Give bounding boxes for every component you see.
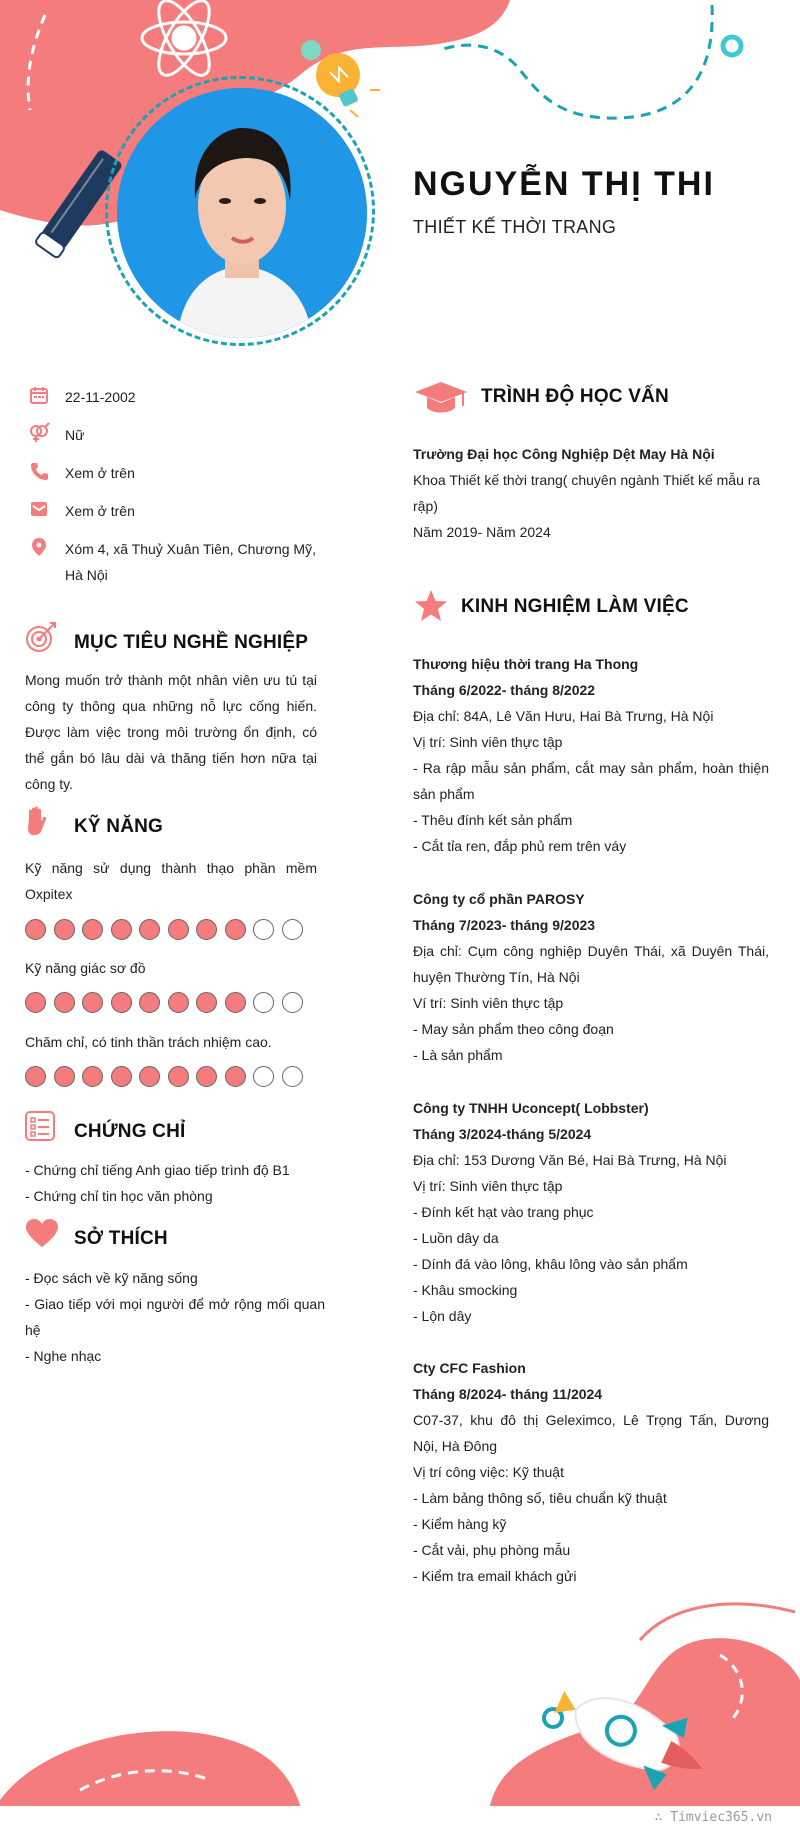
watermark: ∴ Timviec365.vn <box>654 1810 772 1825</box>
target-icon <box>24 620 58 659</box>
graduation-cap-icon <box>413 378 469 421</box>
rating-dot-filled <box>196 992 217 1013</box>
job-detail-line: Ví trí: Sinh viên thực tập <box>413 995 564 1011</box>
job-detail-line: - Cắt vải, phụ phòng mẫu <box>413 1542 571 1558</box>
job-detail-line: - Dính đá vào lông, khâu lông vào sản phẩm <box>413 1256 688 1272</box>
certificates-title: CHỨNG CHỈ <box>74 1121 186 1142</box>
heart-icon <box>24 1217 60 1254</box>
info-dob <box>28 384 325 410</box>
experience-job-1 <box>413 651 769 859</box>
job-detail-line: - May sản phẩm theo công đoạn <box>413 1021 614 1037</box>
info-email <box>28 498 325 524</box>
experience-job-4 <box>413 1355 769 1589</box>
rating-dot-filled <box>82 919 103 940</box>
skill-1-label: Kỹ năng sử dụng thành thạo phần mềm Oxpitex <box>25 860 317 902</box>
job-detail-line: - Lộn dây <box>413 1308 472 1324</box>
job-detail-line: - Là sản phẩm <box>413 1047 503 1063</box>
objective-title: MỤC TIÊU NGHỀ NGHIỆP <box>74 632 309 653</box>
phone-icon <box>28 460 50 482</box>
certificate-item: - Chứng chỉ tin học văn phòng <box>25 1188 213 1204</box>
info-gender <box>28 422 325 448</box>
rating-dot-filled <box>168 992 189 1013</box>
job-detail-line: Vị trí công việc: Kỹ thuật <box>413 1464 564 1480</box>
candidate-name: NGUYỄN THỊ THI <box>413 165 715 203</box>
job-detail-line: Địa chỉ: Cụm công nghiệp Duyên Thái, xã Duyên Thái, huyện Thường Tín, Hà Nội <box>413 943 769 985</box>
hobby-item: - Đọc sách về kỹ năng sống <box>25 1270 198 1286</box>
rating-dot-filled <box>225 919 246 940</box>
footer-decoration <box>0 1580 800 1829</box>
rating-dot-filled <box>111 992 132 1013</box>
school-name: Trường Đại học Công Nghiệp Dệt May Hà Nội <box>413 446 715 462</box>
hand-icon <box>24 805 50 842</box>
job-period: Tháng 7/2023- tháng 9/2023 <box>413 917 596 933</box>
certificate-item: - Chứng chỉ tiếng Anh giao tiếp trình độ B1 <box>25 1162 290 1178</box>
info-phone <box>28 460 325 486</box>
gender-icon <box>28 422 50 444</box>
job-company: Thương hiệu thời trang Ha Thong <box>413 656 639 672</box>
job-detail-line: C07-37, khu đô thị Geleximco, Lê Trọng Tấn, Dương Nội, Hà Đông <box>413 1412 769 1454</box>
rating-dot-filled <box>225 992 246 1013</box>
job-detail-line: - Cắt tỉa ren, đắp phủ rem trên váy <box>413 838 627 854</box>
rating-dot-empty <box>282 919 303 940</box>
coral-blob-bottom-left <box>0 1731 300 1806</box>
certificates-list <box>25 1157 325 1209</box>
rating-dot-filled <box>25 919 46 940</box>
teal-ring <box>723 37 741 55</box>
job-detail-line: Vị trí: Sinh viên thực tập <box>413 734 563 750</box>
coral-arc-bottom-right <box>640 1604 795 1640</box>
education-block <box>413 441 769 545</box>
hobbies-title: SỞ THÍCH <box>74 1228 168 1249</box>
job-detail-line: - Kiểm hàng kỹ <box>413 1516 507 1532</box>
job-detail-line: - Kiểm tra email khách gửi <box>413 1568 577 1584</box>
email-icon <box>28 498 50 520</box>
rating-dot-filled <box>25 992 46 1013</box>
job-detail-line: Vị trí: Sinh viên thực tập <box>413 1178 563 1194</box>
rating-dot-empty <box>253 992 274 1013</box>
phone-text[interactable]: Xem ở trên <box>65 465 135 481</box>
job-detail-line: - Đính kết hạt vào trang phục <box>413 1204 594 1220</box>
skill-3-rating <box>25 1066 303 1087</box>
gender-text: Nữ <box>65 427 85 443</box>
address-text: Xóm 4, xã Thuỷ Xuân Tiên, Chương Mỹ, Hà Nội <box>65 541 316 583</box>
rating-dot-empty <box>253 919 274 940</box>
skills-title: KỸ NĂNG <box>74 816 164 837</box>
checklist-icon <box>24 1110 56 1147</box>
job-title: THIẾT KẾ THỜI TRANG <box>413 217 617 237</box>
rating-dot-filled <box>54 1066 75 1087</box>
rating-dot-empty <box>253 1066 274 1087</box>
rating-dot-filled <box>139 1066 160 1087</box>
job-company: Công ty TNHH Uconcept( Lobbster) <box>413 1100 649 1116</box>
rating-dot-empty <box>282 1066 303 1087</box>
rating-dot-filled <box>54 992 75 1013</box>
major: Khoa Thiết kế thời trang( chuyên ngành Thiết kế mẫu ra rập) <box>413 472 761 514</box>
rating-dot-filled <box>196 919 217 940</box>
skill-3-label: Chăm chỉ, có tinh thần trách nhiệm cao. <box>25 1034 272 1050</box>
rating-dot-filled <box>82 992 103 1013</box>
skill-2-label: Kỹ năng giác sơ đồ <box>25 960 146 976</box>
job-detail-line: - Luồn dây da <box>413 1230 499 1246</box>
job-period: Tháng 3/2024-tháng 5/2024 <box>413 1126 592 1142</box>
rating-dot-filled <box>139 919 160 940</box>
rating-dot-filled <box>139 992 160 1013</box>
skill-2-rating <box>25 992 303 1013</box>
objective-text: Mong muốn trở thành một nhân viên ưu tú tại công ty thông qua những nỗ lực cống hiến. Được làm việc trong môi trường ổn định, có thể gắn bó lâu dài và thăng tiến hơn nữa tại công ty. <box>25 672 317 792</box>
job-company: Cty CFC Fashion <box>413 1360 526 1376</box>
hobby-item: - Nghe nhạc <box>25 1348 102 1364</box>
location-pin-icon <box>28 536 50 558</box>
rating-dot-filled <box>82 1066 103 1087</box>
job-period: Tháng 8/2024- tháng 11/2024 <box>413 1386 603 1402</box>
calendar-icon <box>28 384 50 406</box>
job-detail-line: - Làm bảng thông số, tiêu chuẩn kỹ thuật <box>413 1490 667 1506</box>
rating-dot-filled <box>225 1066 246 1087</box>
rating-dot-filled <box>168 919 189 940</box>
hobbies-list <box>25 1265 325 1369</box>
job-detail-line: - Khâu smocking <box>413 1282 518 1298</box>
rating-dot-filled <box>111 1066 132 1087</box>
job-detail-line: Địa chỉ: 153 Dương Văn Bé, Hai Bà Trưng, Hà Nội <box>413 1152 727 1168</box>
hobby-item: - Giao tiếp với mọi người để mở rộng mối quan hệ <box>25 1296 325 1338</box>
job-period: Tháng 6/2022- tháng 8/2022 <box>413 682 596 698</box>
job-detail-line: Địa chỉ: 84A, Lê Văn Hưu, Hai Bà Trưng, Hà Nội <box>413 708 714 724</box>
star-icon <box>413 588 449 629</box>
study-years: Năm 2019- Năm 2024 <box>413 524 551 540</box>
rating-dot-filled <box>196 1066 217 1087</box>
rating-dot-filled <box>168 1066 189 1087</box>
experience-job-3 <box>413 1095 769 1329</box>
skill-1-rating <box>25 919 303 940</box>
rating-dot-filled <box>111 919 132 940</box>
email-text[interactable]: Xem ở trên <box>65 503 135 519</box>
job-company: Công ty cổ phần PAROSY <box>413 891 585 907</box>
rating-dot-empty <box>282 992 303 1013</box>
dob-text: 22-11-2002 <box>65 389 136 405</box>
avatar <box>117 88 367 338</box>
rating-dot-filled <box>25 1066 46 1087</box>
job-detail-line: - Thêu đính kết sản phẩm <box>413 812 573 828</box>
education-title: TRÌNH ĐỘ HỌC VẤN <box>481 386 669 407</box>
experience-job-2 <box>413 886 769 1068</box>
info-address <box>28 536 325 588</box>
rating-dot-filled <box>54 919 75 940</box>
experience-title: KINH NGHIỆM LÀM VIỆC <box>461 596 689 617</box>
job-detail-line: - Ra rập mẫu sản phẩm, cắt may sản phẩm, hoàn thiện sản phẩm <box>413 760 769 802</box>
